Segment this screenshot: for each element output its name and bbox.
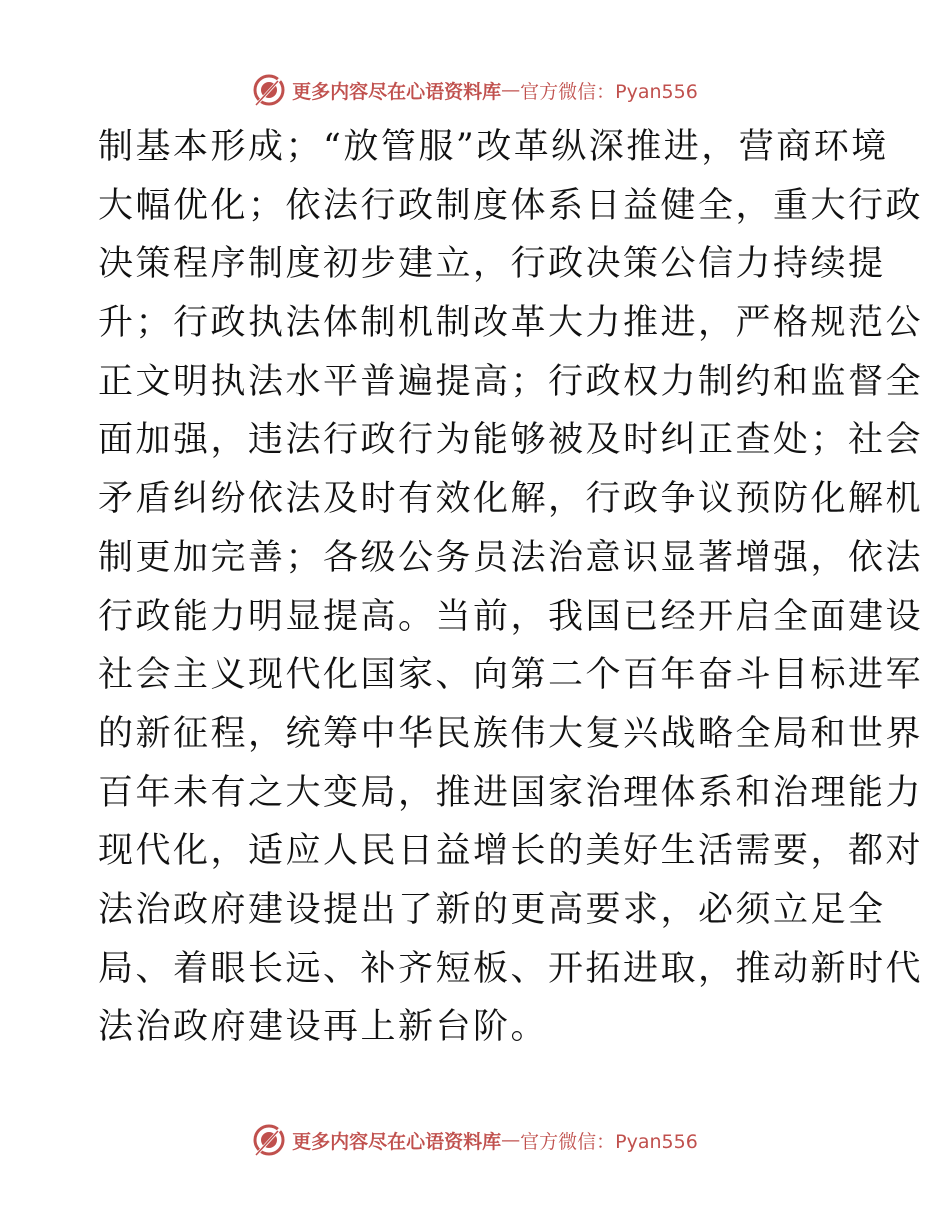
header-watermark [0,70,950,110]
quill-seal-icon [252,73,286,107]
body-line: 矛盾纠纷依法及时有效化解，行政争议预防化解机 [98,479,924,520]
watermark-contact: 官方微信：Pyan556 [520,80,698,103]
watermark-separator: — [501,1129,521,1151]
watermark-separator: — [501,79,521,101]
body-line: 的新征程，统筹中华民族伟大复兴战略全局和世界 [98,713,924,754]
body-line: 法治政府建设再上新台阶。 [98,1007,549,1048]
body-line: 升；行政执法体制机制改革大力推进，严格规范公 [98,303,924,344]
body-line: 制基本形成；“放管服”改革纵深推进，营商环境 [98,127,889,167]
body-line: 大幅优化；依法行政制度体系日益健全，重大行政 [98,185,924,226]
watermark-brand: 更多内容尽在心语资料库 [292,1130,502,1153]
body-line: 百年未有之大变局，推进国家治理体系和治理能力 [98,772,924,813]
body-line: 局、着眼长远、补齐短板、开拓进取，推动新时代 [98,948,924,989]
watermark-contact: 官方微信：Pyan556 [520,1130,698,1153]
body-line: 现代化，适应人民日益增长的美好生活需要，都对 [98,831,924,872]
quill-seal-icon [252,1123,286,1157]
body-line: 法治政府建设提出了新的更高要求，必须立足全 [98,889,886,930]
body-line: 行政能力明显提高。当前，我国已经开启全面建设 [98,596,924,637]
body-line: 正文明执法水平普遍提高；行政权力制约和监督全 [98,361,924,402]
body-line: 社会主义现代化国家、向第二个百年奋斗目标进军 [98,655,924,696]
document-body [98,118,924,1057]
footer-watermark [0,1120,950,1160]
body-line: 制更加完善；各级公务员法治意识显著增强，依法 [98,537,924,578]
watermark-brand: 更多内容尽在心语资料库 [292,80,502,103]
body-line: 面加强，违法行政行为能够被及时纠正查处；社会 [98,420,924,461]
body-line: 决策程序制度初步建立，行政决策公信力持续提 [98,244,886,285]
